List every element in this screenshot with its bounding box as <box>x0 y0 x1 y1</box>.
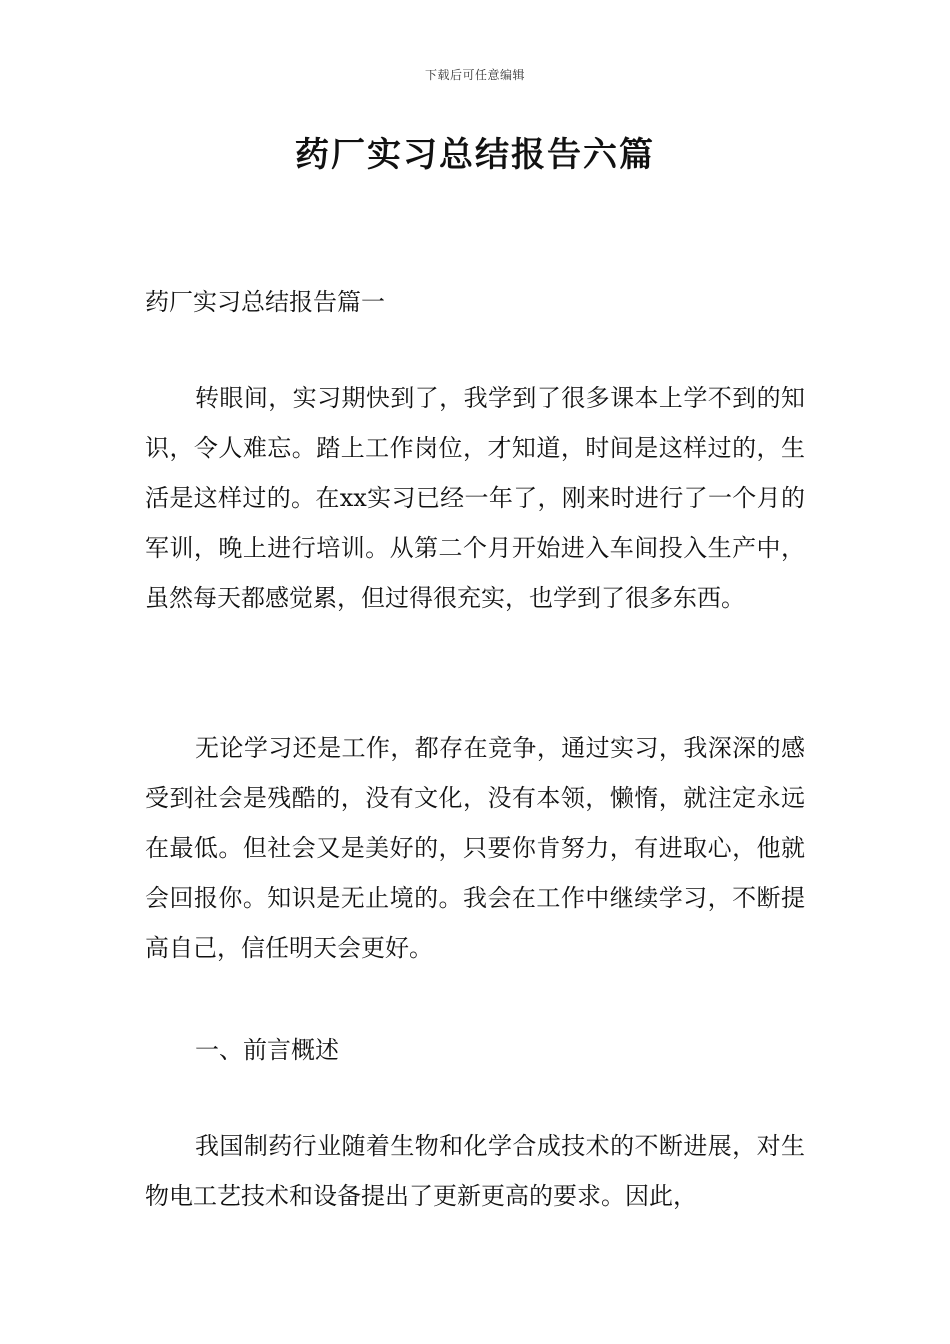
paragraph-1: 转眼间，实习期快到了，我学到了很多课本上学不到的知识，令人难忘。踏上工作岗位，才知道，时间是这样过的，生活是这样过的。在xx实习已经一年了，刚来时进行了一个月的军训，晚上进行培训。从第二个月开始进入车间投入生产中，虽然每天都感觉累，但过得很充实，也学到了很多东西。 <box>145 384 805 612</box>
subheading-preface: 一、前言概述 <box>195 1036 339 1064</box>
section-heading: 药厂实习总结报告篇一 <box>145 288 385 316</box>
header-note: 下载后可任意编辑 <box>424 68 525 82</box>
document-title: 药厂实习总结报告六篇 <box>295 135 655 175</box>
paragraph-2: 无论学习还是工作，都存在竞争，通过实习，我深深的感受到社会是残酷的，没有文化，没有本领，懒惰，就注定永远在最低。但社会又是美好的，只要你肯努力，有进取心，他就会回报你。知识是无止境的。我会在工作中继续学习，不断提高自己，信任明天会更好。 <box>145 734 805 962</box>
paragraph-3: 我国制药行业随着生物和化学合成技术的不断进展，对生物电工艺技术和设备提出了更新更高的要求。因此， <box>145 1132 805 1210</box>
